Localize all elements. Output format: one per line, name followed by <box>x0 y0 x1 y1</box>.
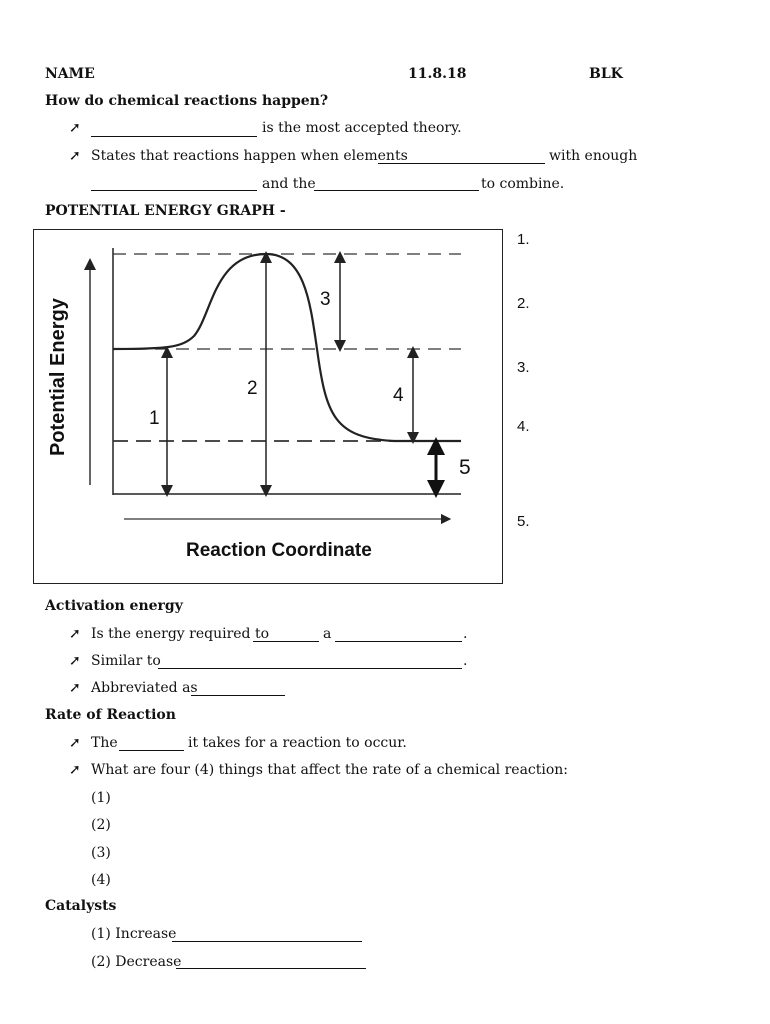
bullet-arrow-icon: ➚ <box>69 653 81 669</box>
blank-line[interactable] <box>119 750 184 751</box>
block-label: BLK <box>589 66 623 82</box>
blank-line[interactable] <box>176 968 366 969</box>
blank-line[interactable] <box>158 668 462 669</box>
answer-number: 4. <box>517 418 530 435</box>
blank-line[interactable] <box>91 136 257 137</box>
list-item: (1) <box>91 790 111 806</box>
blank-line[interactable] <box>172 941 362 942</box>
bullet-text: What are four (4) things that affect the rate of a chemical reaction: <box>91 762 569 778</box>
answer-number: 5. <box>517 513 530 530</box>
x-axis-label: Reaction Coordinate <box>186 540 372 561</box>
blank-line[interactable] <box>314 190 479 191</box>
list-item: (1) Increase <box>91 926 177 942</box>
energy-curve <box>113 254 461 441</box>
diagram-label-2: 2 <box>247 378 258 399</box>
answer-number: 3. <box>517 359 530 376</box>
blank-line[interactable] <box>91 190 257 191</box>
bullet-arrow-icon: ➚ <box>69 762 81 778</box>
bullet-text: . <box>463 626 468 642</box>
diagram-label-5: 5 <box>459 456 471 479</box>
diagram-label-1: 1 <box>149 408 160 429</box>
bullet-arrow-icon: ➚ <box>69 626 81 642</box>
catalysts-title: Catalysts <box>45 898 117 914</box>
bullet-text: it takes for a reaction to occur. <box>188 735 407 751</box>
list-item: (2) <box>91 817 111 833</box>
answer-number: 1. <box>517 231 530 248</box>
potential-energy-diagram <box>34 230 502 583</box>
activation-title: Activation energy <box>45 598 183 614</box>
list-item: (4) <box>91 872 111 888</box>
bullet-text: with enough <box>549 148 638 164</box>
y-axis-label: Potential Energy <box>47 298 69 456</box>
bullet-arrow-icon: ➚ <box>69 735 81 751</box>
bullet-text: The <box>91 735 118 751</box>
name-label: NAME <box>45 66 95 82</box>
bullet-text: States that reactions happen when elements <box>91 148 408 164</box>
bullet-text: Similar to <box>91 653 161 669</box>
bullet-arrow-icon: ➚ <box>69 120 81 136</box>
diagram-label-3: 3 <box>320 289 331 310</box>
blank-line[interactable] <box>253 641 319 642</box>
bullet-text: is the most accepted theory. <box>262 120 462 136</box>
date-text: 11.8.18 <box>408 66 467 82</box>
bullet-text: Abbreviated as <box>91 680 198 696</box>
blank-line[interactable] <box>191 695 285 696</box>
bullet-text: and the <box>262 176 316 192</box>
bullet-text: to combine. <box>481 176 565 192</box>
section-title-how: How do chemical reactions happen? <box>45 93 329 109</box>
bullet-text: a <box>323 626 332 642</box>
energy-diagram-frame <box>33 229 503 584</box>
list-item: (3) <box>91 845 111 861</box>
bullet-arrow-icon: ➚ <box>69 148 81 164</box>
answer-number: 2. <box>517 295 530 312</box>
blank-line[interactable] <box>335 641 462 642</box>
blank-line[interactable] <box>378 163 545 164</box>
graph-section-title: POTENTIAL ENERGY GRAPH - <box>45 203 286 219</box>
bullet-text: . <box>463 653 468 669</box>
diagram-label-4: 4 <box>393 385 404 406</box>
bullet-arrow-icon: ➚ <box>69 680 81 696</box>
list-item: (2) Decrease <box>91 954 182 970</box>
bullet-text: Is the energy required to <box>91 626 270 642</box>
rate-title: Rate of Reaction <box>45 707 176 723</box>
